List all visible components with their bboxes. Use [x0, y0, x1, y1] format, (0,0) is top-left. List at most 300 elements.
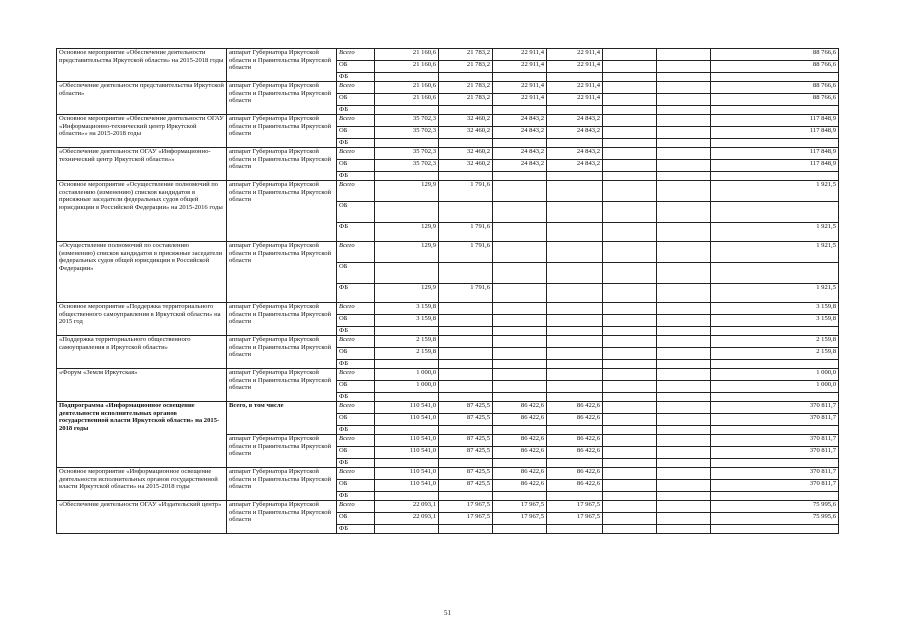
- table-row: [57, 242, 839, 263]
- amount-cell: [711, 426, 839, 435]
- amount-cell: 86 422,6: [493, 480, 547, 492]
- amount-cell: [375, 106, 439, 115]
- amount-cell: 88 766,6: [711, 82, 839, 94]
- amount-cell: [547, 492, 603, 501]
- amount-cell: 24 843,2: [547, 160, 603, 172]
- amount-cell: [603, 414, 657, 426]
- amount-cell: [547, 263, 603, 284]
- amount-cell: [603, 181, 657, 202]
- amount-cell: [547, 393, 603, 402]
- measure-name: Основное мероприятие «Обеспечение деятельности ОГАУ «Информационно-технический центр Иркутской области»» на 2015-2018 годы: [57, 115, 227, 148]
- funding-source-cell: ФБ: [337, 73, 375, 82]
- amount-cell: [657, 414, 711, 426]
- funding-source-cell: Всего: [337, 148, 375, 160]
- amount-cell: [603, 315, 657, 327]
- amount-cell: [603, 525, 657, 534]
- amount-cell: 87 425,5: [439, 414, 493, 426]
- amount-cell: 32 460,2: [439, 148, 493, 160]
- amount-cell: [439, 525, 493, 534]
- amount-cell: 117 848,9: [711, 160, 839, 172]
- amount-cell: [493, 393, 547, 402]
- table-row: [57, 369, 839, 381]
- amount-cell: 22 093,1: [375, 501, 439, 513]
- amount-cell: 17 967,5: [547, 513, 603, 525]
- amount-cell: 129,9: [375, 223, 439, 242]
- amount-cell: [603, 513, 657, 525]
- amount-cell: [547, 327, 603, 336]
- amount-cell: [547, 284, 603, 303]
- amount-cell: 21 160,6: [375, 94, 439, 106]
- amount-cell: [493, 263, 547, 284]
- amount-cell: [439, 106, 493, 115]
- funding-source-cell: ОБ: [337, 315, 375, 327]
- amount-cell: [547, 459, 603, 468]
- amount-cell: [439, 139, 493, 148]
- amount-cell: 86 422,6: [493, 447, 547, 459]
- measure-name: «Форум «Земля Иркутская»: [57, 369, 227, 402]
- amount-cell: [547, 336, 603, 348]
- amount-cell: 35 702,3: [375, 148, 439, 160]
- amount-cell: [375, 139, 439, 148]
- amount-cell: [493, 459, 547, 468]
- amount-cell: [657, 315, 711, 327]
- amount-cell: 370 811,7: [711, 414, 839, 426]
- measure-name: «Осуществление полномочий по составлению (изменению) списков кандидатов в присяжные заседатели федеральных судов общей юрисдикции в Российской Федерации»: [57, 242, 227, 303]
- executor-cell: Всего, в том числе: [227, 402, 337, 435]
- funding-source-cell: ОБ: [337, 94, 375, 106]
- table-row: [57, 468, 839, 480]
- amount-cell: [493, 327, 547, 336]
- funding-source-cell: ОБ: [337, 480, 375, 492]
- executor-cell: аппарат Губернатора Иркутской области и Правительства Иркутской области: [227, 115, 337, 148]
- table-row: [57, 82, 839, 94]
- executor-cell: аппарат Губернатора Иркутской области и Правительства Иркутской области: [227, 49, 337, 82]
- amount-cell: [439, 492, 493, 501]
- amount-cell: [657, 336, 711, 348]
- amount-cell: [375, 73, 439, 82]
- measure-name: «Обеспечение деятельности ОГАУ «Информационно-технический центр Иркутской области»»: [57, 148, 227, 181]
- table-body: [57, 49, 839, 534]
- table-row: [57, 336, 839, 348]
- amount-cell: [711, 459, 839, 468]
- amount-cell: [603, 459, 657, 468]
- amount-cell: 110 541,0: [375, 447, 439, 459]
- amount-cell: [711, 139, 839, 148]
- amount-cell: 22 911,4: [547, 61, 603, 73]
- amount-cell: [603, 327, 657, 336]
- amount-cell: [603, 369, 657, 381]
- amount-cell: 17 967,5: [439, 513, 493, 525]
- amount-cell: [657, 61, 711, 73]
- amount-cell: 24 843,2: [493, 160, 547, 172]
- funding-source-cell: ОБ: [337, 414, 375, 426]
- amount-cell: [603, 402, 657, 414]
- amount-cell: [493, 242, 547, 263]
- amount-cell: [603, 202, 657, 223]
- amount-cell: [547, 303, 603, 315]
- amount-cell: [439, 73, 493, 82]
- amount-cell: [711, 525, 839, 534]
- amount-cell: 22 911,4: [547, 94, 603, 106]
- amount-cell: 1 921,5: [711, 181, 839, 202]
- amount-cell: [493, 360, 547, 369]
- amount-cell: [439, 459, 493, 468]
- funding-source-cell: ФБ: [337, 360, 375, 369]
- table-row: [57, 181, 839, 202]
- funding-source-cell: ФБ: [337, 393, 375, 402]
- amount-cell: [493, 202, 547, 223]
- funding-source-cell: ФБ: [337, 327, 375, 336]
- amount-cell: [657, 360, 711, 369]
- funding-source-cell: ОБ: [337, 381, 375, 393]
- amount-cell: [375, 492, 439, 501]
- amount-cell: 88 766,6: [711, 61, 839, 73]
- amount-cell: [547, 348, 603, 360]
- amount-cell: [439, 263, 493, 284]
- funding-source-cell: Всего: [337, 49, 375, 61]
- amount-cell: 129,9: [375, 284, 439, 303]
- amount-cell: [439, 336, 493, 348]
- measure-name: Основное мероприятие «Обеспечение деятельности представительства Иркутской области» на 2015-2018 годы: [57, 49, 227, 82]
- amount-cell: [603, 223, 657, 242]
- amount-cell: 86 422,6: [547, 414, 603, 426]
- amount-cell: [657, 160, 711, 172]
- amount-cell: [375, 327, 439, 336]
- amount-cell: [439, 381, 493, 393]
- amount-cell: 2 159,8: [711, 348, 839, 360]
- amount-cell: 22 911,4: [493, 61, 547, 73]
- amount-cell: [657, 447, 711, 459]
- amount-cell: [375, 525, 439, 534]
- table-row: [57, 402, 839, 414]
- amount-cell: 110 541,0: [375, 402, 439, 414]
- amount-cell: [493, 369, 547, 381]
- amount-cell: [493, 492, 547, 501]
- amount-cell: [439, 426, 493, 435]
- amount-cell: [657, 303, 711, 315]
- funding-source-cell: ОБ: [337, 447, 375, 459]
- amount-cell: [547, 181, 603, 202]
- amount-cell: 110 541,0: [375, 468, 439, 480]
- amount-cell: 24 843,2: [493, 127, 547, 139]
- amount-cell: [547, 525, 603, 534]
- amount-cell: 117 848,9: [711, 115, 839, 127]
- amount-cell: [657, 513, 711, 525]
- amount-cell: [657, 402, 711, 414]
- amount-cell: [375, 263, 439, 284]
- amount-cell: [657, 181, 711, 202]
- amount-cell: [375, 426, 439, 435]
- amount-cell: [603, 381, 657, 393]
- amount-cell: [657, 148, 711, 160]
- amount-cell: 87 425,5: [439, 402, 493, 414]
- executor-cell: аппарат Губернатора Иркутской области и Правительства Иркутской области: [227, 468, 337, 501]
- amount-cell: [603, 148, 657, 160]
- amount-cell: 21 160,6: [375, 61, 439, 73]
- amount-cell: 370 811,7: [711, 402, 839, 414]
- funding-source-cell: ОБ: [337, 513, 375, 525]
- amount-cell: 86 422,6: [493, 402, 547, 414]
- amount-cell: [493, 381, 547, 393]
- amount-cell: 21 783,2: [439, 49, 493, 61]
- amount-cell: 32 460,2: [439, 115, 493, 127]
- amount-cell: [375, 393, 439, 402]
- amount-cell: 87 425,5: [439, 447, 493, 459]
- amount-cell: 86 422,6: [547, 447, 603, 459]
- funding-source-cell: ОБ: [337, 348, 375, 360]
- amount-cell: 110 541,0: [375, 435, 439, 447]
- amount-cell: 370 811,7: [711, 468, 839, 480]
- funding-source-cell: Всего: [337, 501, 375, 513]
- amount-cell: 21 160,6: [375, 49, 439, 61]
- funding-source-cell: ФБ: [337, 492, 375, 501]
- amount-cell: 1 000,0: [711, 381, 839, 393]
- measure-name: «Поддержка территориального общественного самоуправления в Иркутской области»: [57, 336, 227, 369]
- amount-cell: 1 791,6: [439, 242, 493, 263]
- amount-cell: 21 160,6: [375, 82, 439, 94]
- amount-cell: [657, 525, 711, 534]
- amount-cell: [603, 284, 657, 303]
- amount-cell: [657, 480, 711, 492]
- amount-cell: 86 422,6: [547, 435, 603, 447]
- amount-cell: 88 766,6: [711, 49, 839, 61]
- table-row: [57, 303, 839, 315]
- amount-cell: [657, 82, 711, 94]
- amount-cell: [603, 139, 657, 148]
- amount-cell: [711, 202, 839, 223]
- amount-cell: [493, 172, 547, 181]
- amount-cell: [439, 360, 493, 369]
- amount-cell: 370 811,7: [711, 447, 839, 459]
- amount-cell: 22 911,4: [493, 94, 547, 106]
- amount-cell: 110 541,0: [375, 480, 439, 492]
- document-page: [56, 48, 838, 534]
- funding-source-cell: ОБ: [337, 127, 375, 139]
- amount-cell: [711, 73, 839, 82]
- measure-name: «Обеспечение деятельности представительства Иркутской области»: [57, 82, 227, 115]
- amount-cell: 1 000,0: [711, 369, 839, 381]
- amount-cell: 22 911,4: [547, 82, 603, 94]
- amount-cell: [711, 393, 839, 402]
- amount-cell: [657, 327, 711, 336]
- amount-cell: [657, 49, 711, 61]
- amount-cell: [603, 106, 657, 115]
- funding-source-cell: ФБ: [337, 284, 375, 303]
- amount-cell: 129,9: [375, 242, 439, 263]
- funding-source-cell: Всего: [337, 402, 375, 414]
- funding-source-cell: ФБ: [337, 525, 375, 534]
- amount-cell: [547, 106, 603, 115]
- amount-cell: 24 843,2: [547, 148, 603, 160]
- amount-cell: 1 921,5: [711, 284, 839, 303]
- amount-cell: [657, 435, 711, 447]
- amount-cell: 86 422,6: [547, 402, 603, 414]
- amount-cell: 117 848,9: [711, 148, 839, 160]
- amount-cell: [493, 106, 547, 115]
- executor-cell: аппарат Губернатора Иркутской области и Правительства Иркутской области: [227, 181, 337, 242]
- amount-cell: [493, 525, 547, 534]
- executor-cell: аппарат Губернатора Иркутской области и Правительства Иркутской области: [227, 435, 337, 468]
- amount-cell: [711, 360, 839, 369]
- amount-cell: [603, 94, 657, 106]
- amount-cell: 3 159,8: [375, 303, 439, 315]
- funding-source-cell: ОБ: [337, 61, 375, 73]
- funding-source-cell: ФБ: [337, 106, 375, 115]
- amount-cell: 24 843,2: [547, 127, 603, 139]
- amount-cell: 17 967,5: [493, 513, 547, 525]
- amount-cell: [657, 381, 711, 393]
- amount-cell: 22 911,4: [547, 49, 603, 61]
- amount-cell: [603, 172, 657, 181]
- amount-cell: [603, 49, 657, 61]
- amount-cell: 87 425,5: [439, 480, 493, 492]
- amount-cell: 35 702,3: [375, 127, 439, 139]
- amount-cell: 21 783,2: [439, 61, 493, 73]
- amount-cell: [547, 369, 603, 381]
- amount-cell: 110 541,0: [375, 414, 439, 426]
- amount-cell: 1 921,5: [711, 223, 839, 242]
- amount-cell: [493, 181, 547, 202]
- budget-table: [56, 48, 839, 534]
- amount-cell: 22 911,4: [493, 49, 547, 61]
- measure-name: «Обеспечение деятельности ОГАУ «Издательский центр»: [57, 501, 227, 534]
- funding-source-cell: Всего: [337, 303, 375, 315]
- funding-source-cell: ОБ: [337, 160, 375, 172]
- amount-cell: [657, 106, 711, 115]
- amount-cell: [657, 202, 711, 223]
- amount-cell: 86 422,6: [547, 480, 603, 492]
- amount-cell: [657, 459, 711, 468]
- amount-cell: [711, 327, 839, 336]
- amount-cell: 1 791,6: [439, 284, 493, 303]
- amount-cell: [547, 172, 603, 181]
- funding-source-cell: ФБ: [337, 139, 375, 148]
- amount-cell: [493, 73, 547, 82]
- amount-cell: [603, 348, 657, 360]
- amount-cell: [493, 284, 547, 303]
- amount-cell: [711, 263, 839, 284]
- table-row: [57, 115, 839, 127]
- table-row: [57, 501, 839, 513]
- amount-cell: 3 159,8: [711, 303, 839, 315]
- amount-cell: 21 783,2: [439, 82, 493, 94]
- amount-cell: [657, 501, 711, 513]
- funding-source-cell: ОБ: [337, 263, 375, 284]
- funding-source-cell: ФБ: [337, 459, 375, 468]
- amount-cell: [603, 115, 657, 127]
- funding-source-cell: Всего: [337, 369, 375, 381]
- amount-cell: 2 159,8: [375, 336, 439, 348]
- amount-cell: [657, 172, 711, 181]
- amount-cell: [493, 348, 547, 360]
- amount-cell: [711, 172, 839, 181]
- amount-cell: [603, 82, 657, 94]
- amount-cell: [657, 242, 711, 263]
- amount-cell: [603, 61, 657, 73]
- amount-cell: [547, 202, 603, 223]
- amount-cell: [493, 426, 547, 435]
- amount-cell: [547, 315, 603, 327]
- amount-cell: [439, 315, 493, 327]
- executor-cell: аппарат Губернатора Иркутской области и Правительства Иркутской области: [227, 369, 337, 402]
- amount-cell: [603, 393, 657, 402]
- amount-cell: [657, 426, 711, 435]
- amount-cell: [547, 242, 603, 263]
- amount-cell: [375, 202, 439, 223]
- amount-cell: 75 995,6: [711, 501, 839, 513]
- amount-cell: 86 422,6: [547, 468, 603, 480]
- amount-cell: [603, 127, 657, 139]
- amount-cell: 22 093,1: [375, 513, 439, 525]
- table-row: [57, 49, 839, 61]
- executor-cell: аппарат Губернатора Иркутской области и Правительства Иркутской области: [227, 82, 337, 115]
- amount-cell: [375, 172, 439, 181]
- amount-cell: [439, 202, 493, 223]
- funding-source-cell: Всего: [337, 336, 375, 348]
- amount-cell: 17 967,5: [547, 501, 603, 513]
- amount-cell: 86 422,6: [493, 468, 547, 480]
- amount-cell: 370 811,7: [711, 480, 839, 492]
- amount-cell: [547, 223, 603, 242]
- amount-cell: 17 967,5: [493, 501, 547, 513]
- amount-cell: [603, 447, 657, 459]
- amount-cell: [657, 127, 711, 139]
- amount-cell: [657, 369, 711, 381]
- funding-source-cell: ФБ: [337, 172, 375, 181]
- amount-cell: [603, 160, 657, 172]
- amount-cell: [603, 360, 657, 369]
- amount-cell: 3 159,8: [375, 315, 439, 327]
- amount-cell: 1 791,6: [439, 181, 493, 202]
- amount-cell: [657, 492, 711, 501]
- amount-cell: [657, 115, 711, 127]
- amount-cell: 1 000,0: [375, 381, 439, 393]
- amount-cell: 370 811,7: [711, 435, 839, 447]
- amount-cell: 129,9: [375, 181, 439, 202]
- amount-cell: [547, 73, 603, 82]
- amount-cell: 75 995,6: [711, 513, 839, 525]
- amount-cell: 88 766,6: [711, 94, 839, 106]
- executor-cell: аппарат Губернатора Иркутской области и Правительства Иркутской области: [227, 336, 337, 369]
- funding-source-cell: Всего: [337, 468, 375, 480]
- page-number: 51: [444, 609, 451, 617]
- funding-source-cell: Всего: [337, 435, 375, 447]
- amount-cell: [547, 139, 603, 148]
- amount-cell: 32 460,2: [439, 160, 493, 172]
- amount-cell: [657, 284, 711, 303]
- funding-source-cell: Всего: [337, 181, 375, 202]
- amount-cell: 87 425,5: [439, 435, 493, 447]
- amount-cell: [657, 263, 711, 284]
- amount-cell: [657, 468, 711, 480]
- amount-cell: 22 911,4: [493, 82, 547, 94]
- amount-cell: 86 422,6: [493, 414, 547, 426]
- funding-source-cell: ОБ: [337, 202, 375, 223]
- funding-source-cell: ФБ: [337, 223, 375, 242]
- amount-cell: [547, 360, 603, 369]
- amount-cell: [375, 459, 439, 468]
- executor-cell: аппарат Губернатора Иркутской области и Правительства Иркутской области: [227, 303, 337, 336]
- amount-cell: 87 425,5: [439, 468, 493, 480]
- amount-cell: 24 843,2: [493, 148, 547, 160]
- amount-cell: [493, 336, 547, 348]
- amount-cell: [603, 263, 657, 284]
- amount-cell: [603, 303, 657, 315]
- measure-name: Основное мероприятие «Осуществление полномочий по составлению (изменению) списков кандидатов в присяжные заседатели федеральных судов общей юрисдикции в Российской Федерации» на 2015-2016 годы: [57, 181, 227, 242]
- amount-cell: [711, 492, 839, 501]
- table-row: [57, 148, 839, 160]
- measure-name: Основное мероприятие «Информационное освещение деятельности исполнительных органов государственной власти Иркутской области» на 2015-2018 годы: [57, 468, 227, 501]
